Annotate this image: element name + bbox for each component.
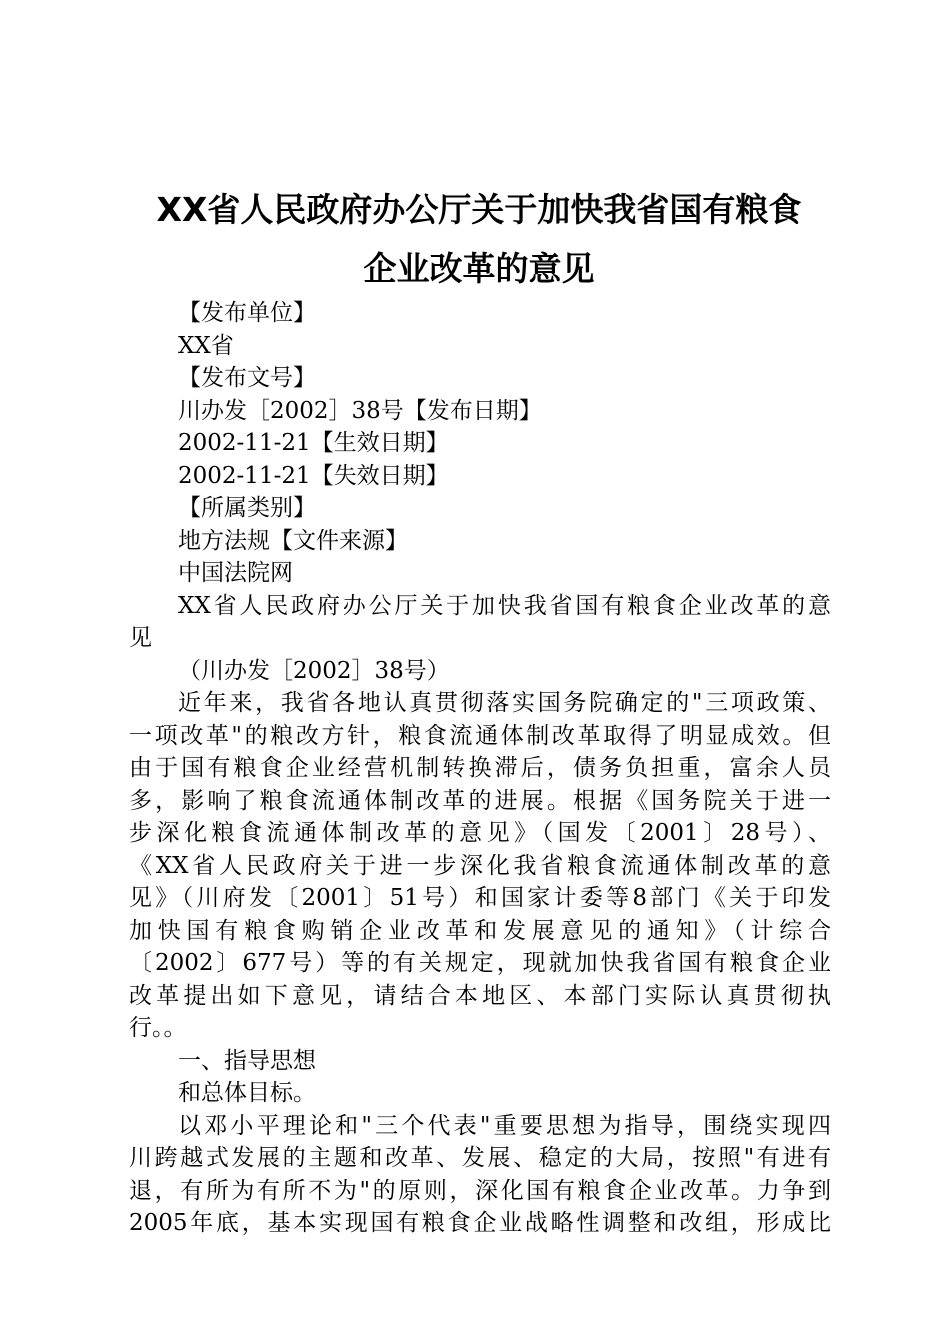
body-line: 《XX省人民政府关于进一步深化我省粮食流通体制改革的意	[129, 852, 831, 879]
body-line: 一项改革"的粮改方针，粮食流通体制改革取得了明显成效。但	[129, 722, 831, 749]
document-title-line-1: XX省人民政府办公厅关于加快我省国有粮食	[156, 190, 802, 229]
body-line: 一、指导思想	[178, 1047, 316, 1074]
body-line: 以邓小平理论和"三个代表"重要思想为指导，围绕实现四	[178, 1112, 831, 1139]
body-line: 川办发［2002］38号【发布日期】	[178, 397, 542, 424]
body-line: 多，影响了粮食流通体制改革的进展。根据《国务院关于进一	[129, 787, 831, 814]
body-line: 近年来，我省各地认真贯彻落实国务院确定的"三项政策、	[178, 690, 831, 716]
body-line: 2002-11-21【生效日期】	[178, 430, 449, 456]
body-line: 行。。	[129, 1015, 187, 1041]
body-line: 和总体目标。	[178, 1080, 316, 1106]
body-line: 改革提出如下意见，请结合本地区、本部门实际认真贯彻执	[129, 982, 831, 1009]
document-title-line-2: 企业改革的意见	[363, 249, 595, 288]
body-line: 加快国有粮食购销企业改革和发展意见的通知》（计综合	[129, 917, 831, 944]
body-line: 见	[129, 625, 152, 651]
body-line: 〔2002〕677号）等的有关规定，现就加快我省国有粮食企业	[129, 950, 831, 976]
body-line: 中国法院网	[178, 560, 293, 586]
body-line: 由于国有粮食企业经营机制转换滞后，债务负担重，富余人员	[129, 755, 831, 781]
body-line: （川办发［2002］38号）	[178, 657, 450, 684]
body-line: 【发布文号】	[178, 365, 316, 391]
body-line: 川跨越式发展的主题和改革、发展、稳定的大局，按照"有进有	[129, 1145, 831, 1171]
body-line: 地方法规【文件来源】	[178, 527, 408, 554]
body-line: 【发布单位】	[178, 300, 316, 326]
body-line: 2005年底，基本实现国有粮食企业战略性调整和改组，形成比	[129, 1210, 831, 1236]
body-line: 见》（川府发〔2001〕51号）和国家计委等8部门《关于印发	[129, 885, 831, 911]
body-line: 【所属类别】	[178, 495, 316, 521]
body-line: 2002-11-21【失效日期】	[178, 462, 449, 489]
body-line: XX省人民政府办公厅关于加快我省国有粮食企业改革的意	[178, 592, 831, 619]
document-body	[129, 297, 831, 1240]
body-line: XX省	[178, 332, 234, 359]
body-line: 步深化粮食流通体制改革的意见》（国发〔2001〕28号）、	[129, 820, 831, 846]
body-line: 退，有所为有所不为"的原则，深化国有粮食企业改革。力争到	[129, 1177, 831, 1204]
